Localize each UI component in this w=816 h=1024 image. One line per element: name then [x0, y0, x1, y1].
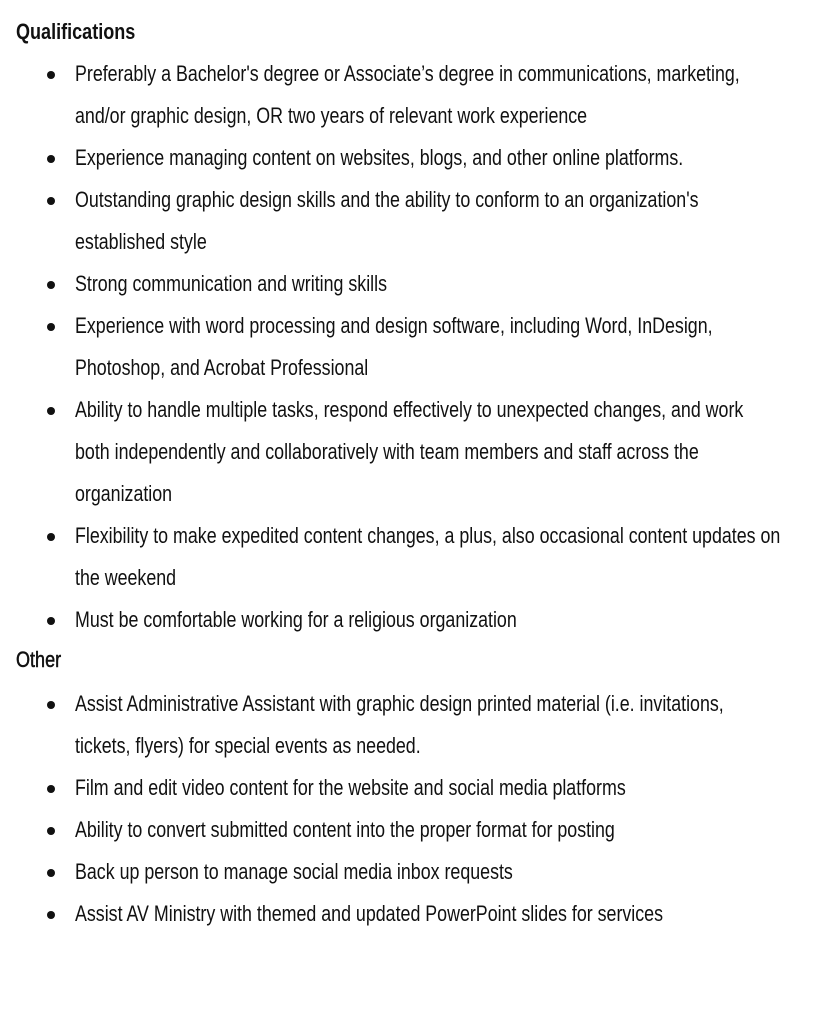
bullet-icon — [47, 617, 55, 625]
list-item-text: Assist AV Ministry with themed and updated PowerPoint slides for services — [75, 901, 663, 926]
bullet-icon — [47, 71, 55, 79]
bullet-icon — [47, 701, 55, 709]
bullet-icon — [47, 407, 55, 415]
bullet-icon — [47, 869, 55, 877]
list-item-text: Outstanding graphic design skills and the ability to conform to an organization's established style — [75, 187, 699, 254]
list-item-text: Flexibility to make expedited content changes, a plus, also occasional content updates on the weekend — [75, 523, 781, 590]
list-item-text: Must be comfortable working for a religious organization — [75, 607, 517, 632]
list-item-text: Strong communication and writing skills — [75, 271, 387, 296]
list-item-text: Ability to handle multiple tasks, respond effectively to unexpected changes, and work both independently and collaboratively with team members and staff across the organization — [75, 397, 744, 506]
bullet-icon — [47, 785, 55, 793]
list-item-text: Experience with word processing and design software, including Word, InDesign, Photoshop, and Acrobat Professional — [75, 313, 713, 380]
list-item-text: Ability to convert submitted content into the proper format for posting — [75, 817, 615, 842]
list-item-text: Back up person to manage social media inbox requests — [75, 859, 513, 884]
bullet-icon — [47, 323, 55, 331]
list-item-text: Assist Administrative Assistant with graphic design printed material (i.e. invitations, tickets, flyers) for special events as needed. — [75, 691, 724, 758]
qualifications-heading: Qualifications — [16, 19, 136, 44]
bullet-icon — [47, 827, 55, 835]
bullet-icon — [47, 281, 55, 289]
list-item-text: Experience managing content on websites, blogs, and other online platforms. — [75, 145, 684, 170]
bullet-icon — [47, 197, 55, 205]
list-item-text: Preferably a Bachelor's degree or Associate’s degree in communications, marketing, and/or graphic design, OR two years of relevant work experience — [75, 61, 740, 128]
other-heading: Other — [16, 647, 62, 672]
list-item-text: Film and edit video content for the website and social media platforms — [75, 775, 626, 800]
bullet-icon — [47, 533, 55, 541]
bullet-icon — [47, 155, 55, 163]
bullet-icon — [47, 911, 55, 919]
